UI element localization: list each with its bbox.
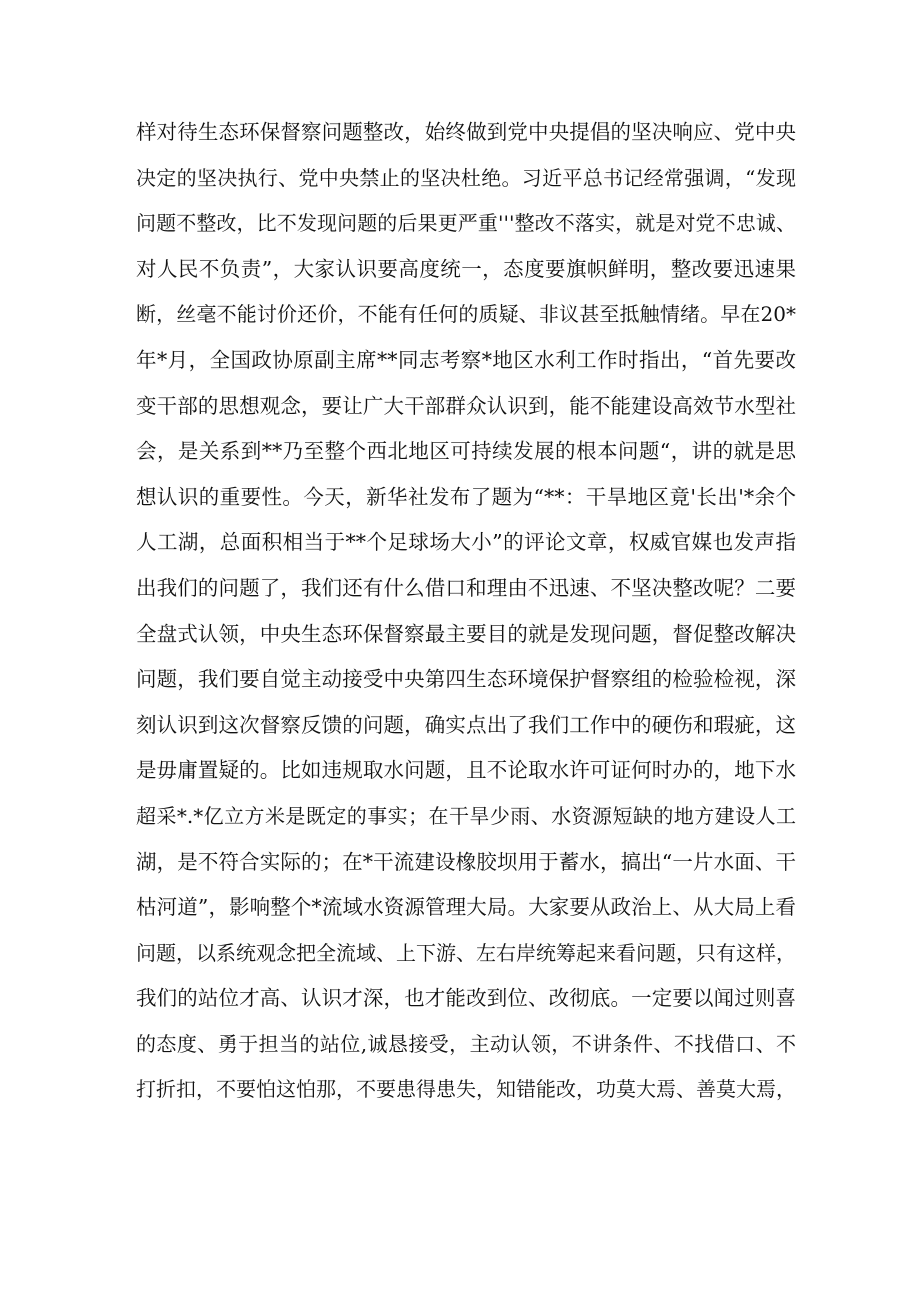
text-line: 问题不整改，比不发现问题的后果更严重'''整改不落实，就是对党不忠诚、 [136,211,796,236]
text-line: 想认识的重要性。今天，新华社发布了题为“**：干旱地区竟'长出'*余个 [136,484,796,509]
text-line: 的态度、勇于担当的站位,诚恳接受，主动认领，不讲条件、不找借口、不 [136,1031,796,1056]
body-paragraph [136,110,796,1113]
text-line: 对人民不负责”，大家认识要高度统一，态度要旗帜鲜明，整改要迅速果 [136,256,796,281]
text-line: 会，是关系到**乃至整个西北地区可持续发展的根本问题“，讲的就是思 [136,439,796,464]
text-line: 年*月，全国政协原副主席**同志考察*地区水利工作时指出，“首先要改 [136,347,796,372]
text-line: 枯河道”，影响整个*流域水资源管理大局。大家要从政治上、从大局上看 [136,895,796,920]
text-line: 问题，我们要自觉主动接受中央第四生态环境保护督察组的检验检视，深 [136,667,796,692]
text-line: 打折扣，不要怕这怕那，不要患得患失，知错能改，功莫大焉、善莫大焉， [136,1077,796,1102]
text-line: 样对待生态环保督察问题整改，始终做到党中央提倡的坚决响应、党中央 [136,120,796,144]
text-line: 刻认识到这次督察反馈的问题，确实点出了我们工作中的硬伤和瑕疵，这 [136,712,796,737]
text-line: 我们的站位才高、认识才深，也才能改到位、改彻底。一定要以闻过则喜 [136,986,796,1011]
text-line: 全盘式认领，中央生态环保督察最主要目的就是发现问题，督促整改解决 [136,621,796,646]
text-line: 超采*.*亿立方米是既定的事实；在干旱少雨、水资源短缺的地方建设人工 [136,803,796,828]
text-line: 问题，以系统观念把全流域、上下游、左右岸统筹起来看问题，只有这样， [136,940,796,965]
text-line: 变干部的思想观念，要让广大干部群众认识到，能不能建设高效节水型社 [136,393,796,418]
text-line: 湖，是不符合实际的；在*干流建设橡胶坝用于蓄水，搞出“一片水面、干 [136,849,796,874]
text-line: 断，丝毫不能讨价还价，不能有任何的质疑、非议甚至抵触情绪。早在20* [136,302,796,327]
text-line: 决定的坚决执行、党中央禁止的坚决杜绝。习近平总书记经常强调，“发现 [136,165,796,190]
text-line: 是毋庸置疑的。比如违规取水问题，且不论取水许可证何时办的，地下水 [136,758,796,783]
text-line: 出我们的问题了，我们还有什么借口和理由不迅速、不坚决整改呢？二要 [136,575,796,600]
text-line: 人工湖，总面积相当于**个足球场大小”的评论文章，权威官媒也发声指 [136,530,796,555]
